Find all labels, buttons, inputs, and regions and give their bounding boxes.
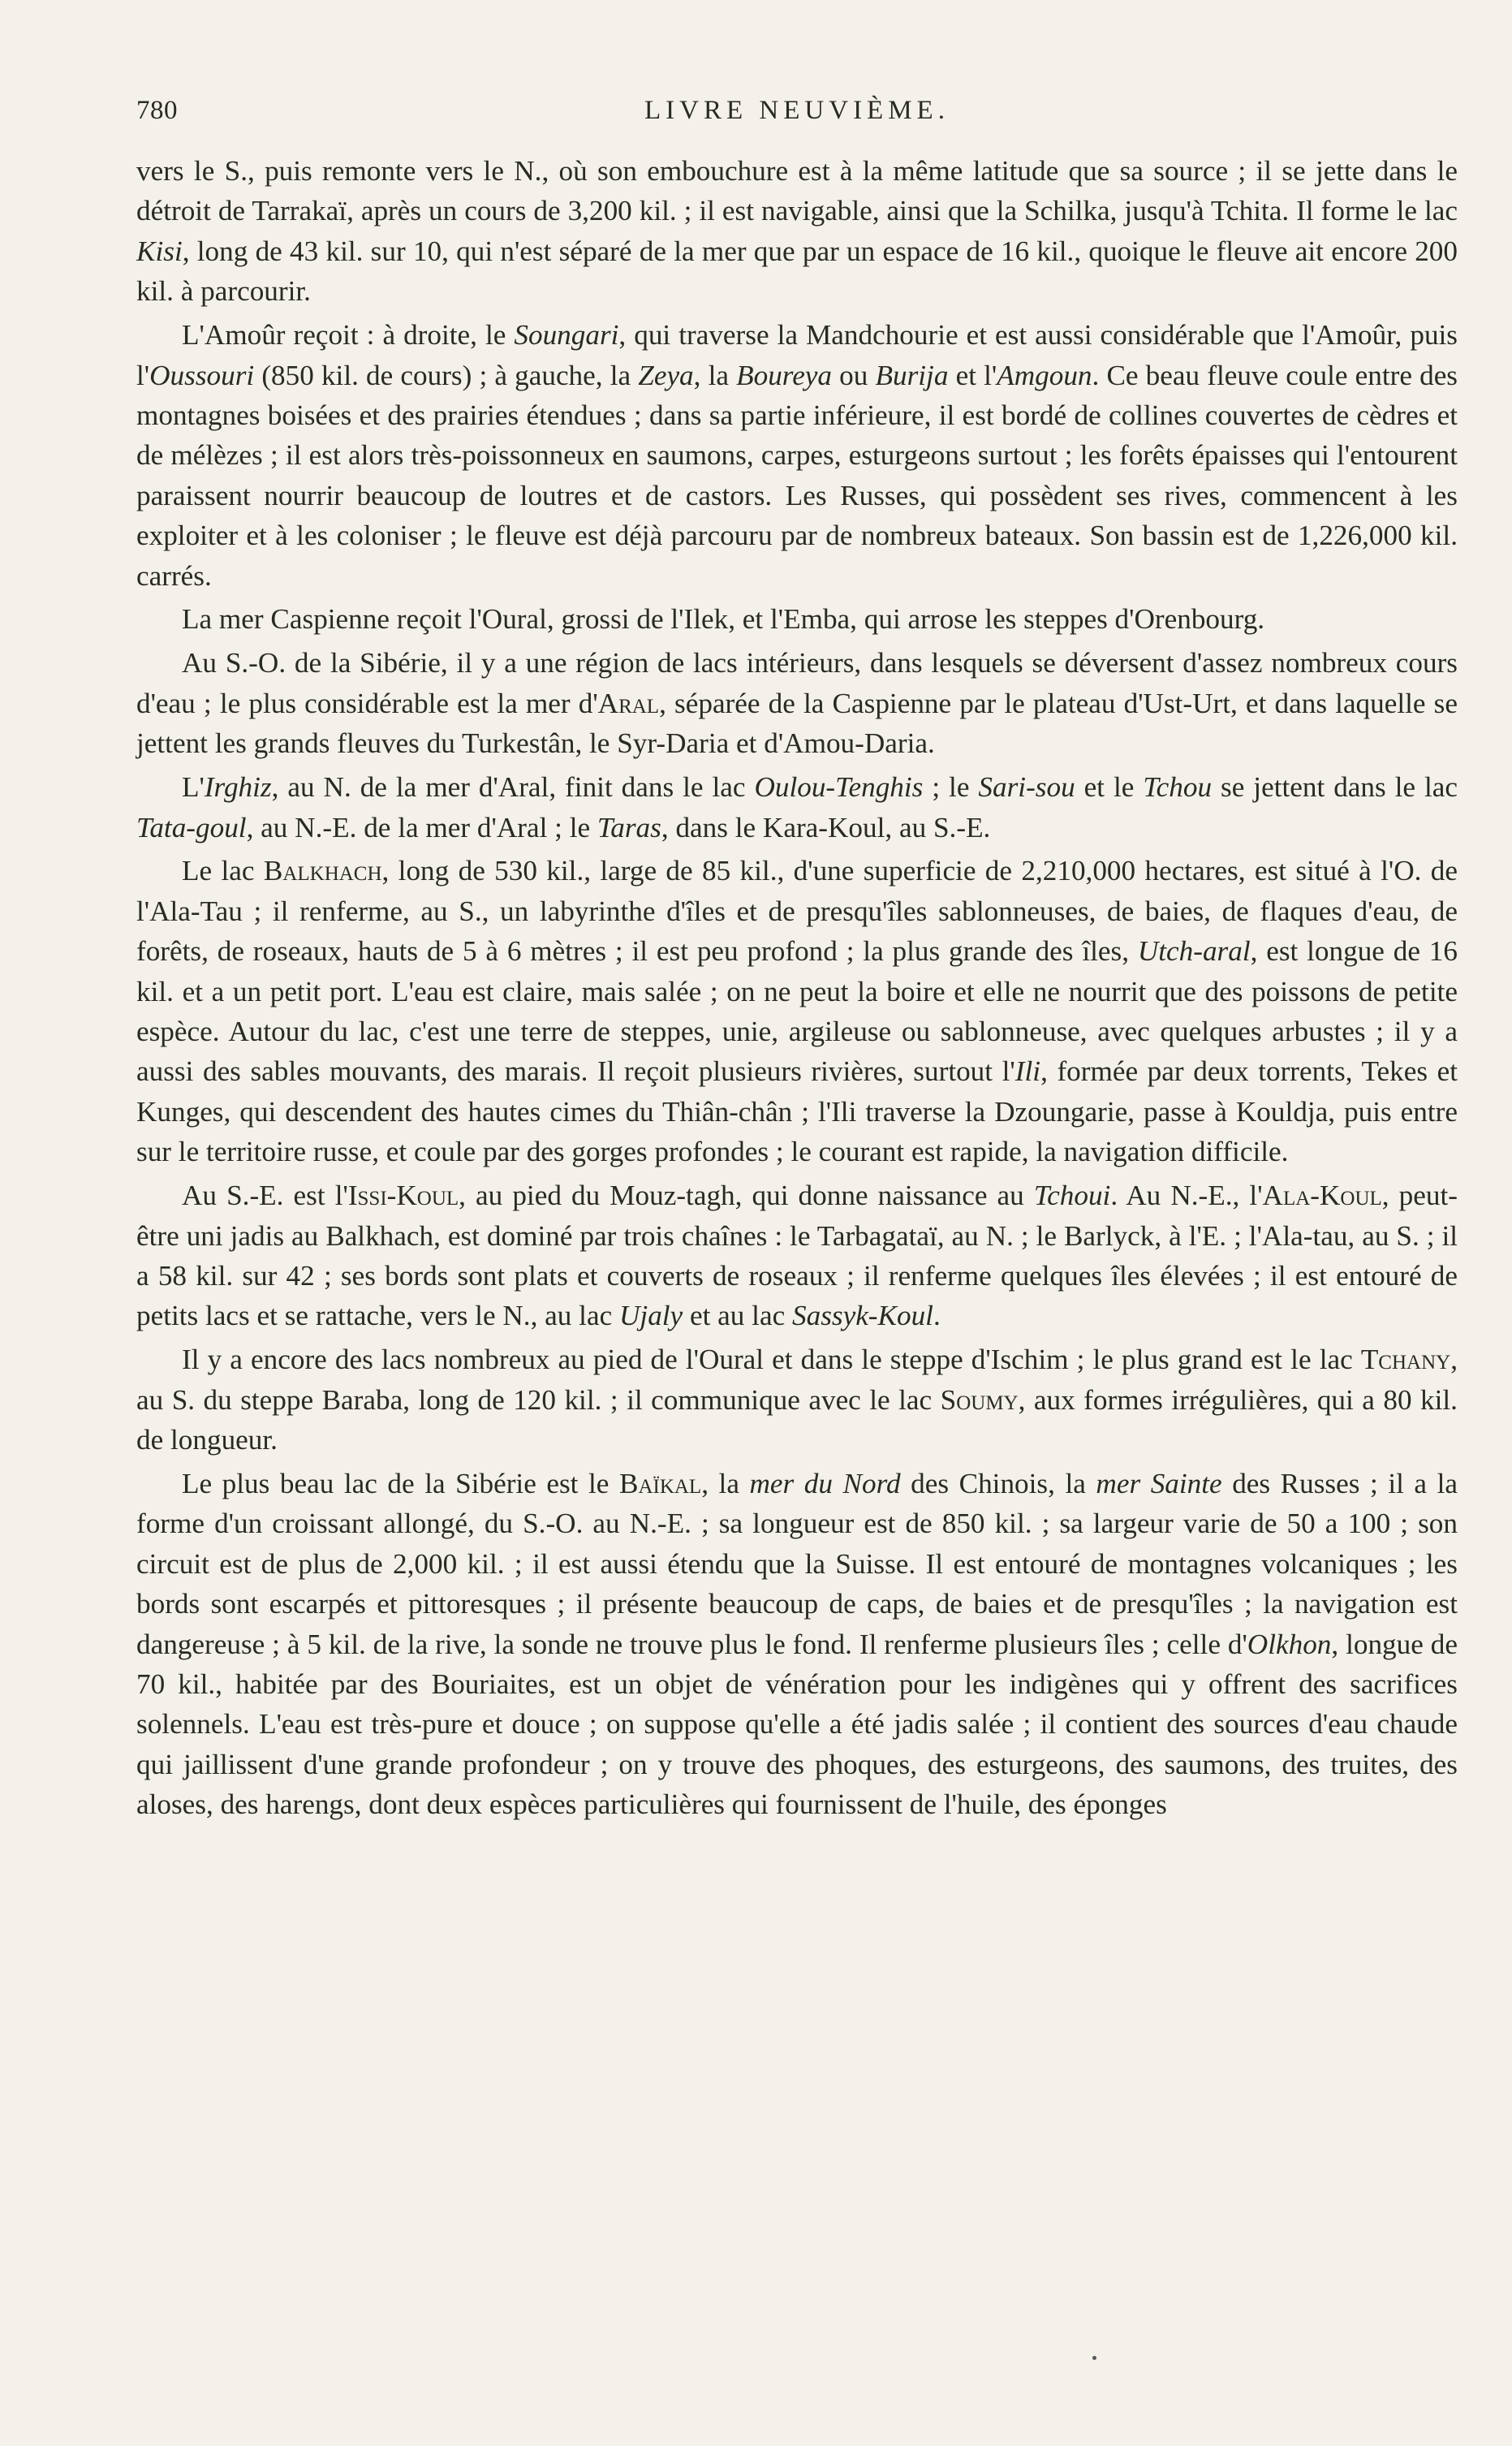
small-caps-term: Balkhach bbox=[263, 855, 382, 887]
text-run: , dans le Kara-Koul, au S.-E. bbox=[661, 811, 991, 843]
text-run: , la bbox=[701, 1468, 750, 1499]
italic-term: Taras bbox=[597, 811, 661, 843]
paragraph bbox=[136, 643, 1458, 763]
body-text bbox=[136, 151, 1458, 1825]
ink-speck bbox=[1092, 2356, 1096, 2360]
italic-term: Burija bbox=[875, 359, 949, 391]
text-run: , au N.-E. de la mer d'Aral ; le bbox=[246, 811, 597, 843]
text-run: des Chinois, la bbox=[900, 1468, 1096, 1499]
italic-term: Soungari bbox=[514, 319, 619, 352]
text-run: . Au N.-E., l' bbox=[1110, 1180, 1263, 1212]
paragraph bbox=[136, 315, 1458, 596]
small-caps-term: Baïkal bbox=[618, 1468, 702, 1499]
book-page bbox=[136, 96, 1458, 1828]
running-title: LIVRE NEUVIÈME. bbox=[644, 96, 950, 125]
italic-term: Boureya bbox=[736, 359, 833, 391]
text-run: se jettent dans le lac bbox=[1212, 771, 1458, 804]
text-run: ou bbox=[832, 359, 876, 391]
text-run: Il y a encore des lacs nombreux au pied de l'Oural et dans le steppe d'Ischim ; le plus grand est le lac bbox=[182, 1344, 1361, 1376]
text-run: ; le bbox=[923, 771, 979, 804]
italic-term: Kisi bbox=[136, 235, 183, 267]
text-run: et l' bbox=[948, 359, 997, 391]
text-run: L' bbox=[182, 771, 205, 804]
text-run: , formée par deux torrents, Tekes et Kunges, qui descendent des hautes cimes du Thiân-chân ; l'Ili traverse la Dzoungarie, passe à Kouldja, puis entre sur le territoire russe, et coule par des gorges profondes ; le courant est rapide, la navigation difficile. bbox=[136, 1055, 1458, 1168]
italic-term: Irghiz bbox=[204, 771, 272, 804]
text-run: . bbox=[933, 1300, 941, 1332]
text-run: , la bbox=[693, 359, 737, 391]
page-header bbox=[136, 96, 1458, 145]
italic-term: Ili bbox=[1014, 1055, 1041, 1088]
text-run: Le plus beau lac de la Sibérie est le bbox=[182, 1468, 619, 1499]
text-run: , au pied du Mouz-tagh, qui donne naissance au bbox=[459, 1180, 1034, 1212]
small-caps-term: Soumy bbox=[940, 1383, 1019, 1416]
italic-term: Tchoui bbox=[1033, 1180, 1111, 1212]
text-run: vers le S., puis remonte vers le N., où son embouchure est à la même latitude que sa source ; il se jette dans le détroit de Tarrakaï, après un cours de 3,200 kil. ; il est navigable, ainsi que la Schilka, jusqu'à Tchita. Il forme le lac bbox=[136, 155, 1458, 227]
text-run: des Russes ; il a la forme d'un croissant allongé, du S.-O. au N.-E. ; sa longueur est de 850 kil. ; sa largeur varie de 50 a 100 ; son circuit est de plus de 2,000 kil. ; il est aussi étendu que la Suisse. Il est entouré de montagnes volcaniques ; les bords sont escarpés et pittoresques ; il présente beaucoup de caps, de baies et de presqu'îles ; la navigation est dangereuse ; à 5 kil. de la rive, la sonde ne trouve plus le fond. Il renferme plusieurs îles ; celle d' bbox=[136, 1468, 1458, 1660]
text-run: , peut-être uni jadis au Balkhach, est dominé par trois chaînes : le Tarbagataï, au N. ; le Barlyck, à l'E. ; l'Ala-tau, au S. ; il a 58 kil. sur 42 ; ses bords sont plats et couverts de roseaux ; il renferme quelques îles élevées ; il est entouré de petits lacs et se rattache, vers le N., au lac bbox=[136, 1180, 1458, 1332]
small-caps-term: Aral bbox=[597, 687, 660, 719]
italic-term: Utch-aral bbox=[1137, 935, 1251, 968]
paragraph bbox=[136, 151, 1458, 312]
text-run: . Ce beau fleuve coule entre des montagnes boisées et des prairies étendues ; dans sa partie inférieure, il est bordé de collines couvertes de cèdres et de mélèzes ; il est alors très-poissonneux en saumons, carpes, esturgeons surtout ; les forêts épaisses qui l'entourent paraissent nourrir beaucoup de loutres et de castors. Les Russes, qui possèdent ses rives, commencent à les exploiter et à les coloniser ; le fleuve est déjà parcouru par de nombreux bateaux. Son bassin est de 1,226,000 kil. carrés. bbox=[136, 359, 1458, 592]
italic-term: Ujaly bbox=[619, 1300, 683, 1332]
text-run: , au S. du steppe Baraba, long de 120 kil. ; il communique avec le lac bbox=[136, 1344, 1458, 1416]
text-run: , au N. de la mer d'Aral, finit dans le lac bbox=[271, 771, 755, 804]
text-run: , séparée de la Caspienne par le plateau d'Ust-Urt, et dans laquelle se jettent les grands fleuves du Turkestân, le Syr-Daria et d'Amou-Daria. bbox=[136, 687, 1458, 760]
text-run: La mer Caspienne reçoit l'Oural, grossi de l'Ilek, et l'Emba, qui arrose les steppes d'Orenbourg. bbox=[182, 603, 1265, 636]
paragraph bbox=[136, 1176, 1458, 1336]
text-run: , aux formes irrégulières, qui a 80 kil. de longueur. bbox=[136, 1383, 1458, 1456]
paragraph bbox=[136, 1339, 1458, 1460]
page-number: 780 bbox=[136, 96, 178, 125]
text-run: , longue de 70 kil., habitée par des Bouriaites, est un objet de vénération pour les indigènes qui y offrent des sacrifices solennels. L'eau est très-pure et douce ; on suppose qu'elle a été jadis salée ; il contient des sources d'eau chaude qui jaillissent d'une grande profondeur ; on y trouve des phoques, des esturgeons, des saumons, des truites, des aloses, des harengs, dont deux espèces particulières qui fournissent de l'huile, des éponges bbox=[136, 1628, 1458, 1821]
italic-term: Amgoun bbox=[997, 359, 1092, 391]
text-run: Au S.-E. est l' bbox=[182, 1180, 348, 1212]
small-caps-term: Ala-Koul bbox=[1262, 1180, 1382, 1212]
text-run: , est longue de 16 kil. et a un petit port. L'eau est claire, mais salée ; on ne peut la boire et elle ne nourrit que des poissons de petite espèce. Autour du lac, c'est une terre de steppes, unie, argileuse ou sablonneuse, avec quelques arbustes ; il y a aussi des sables mouvants, des marais. Il reçoit plusieurs rivières, surtout l' bbox=[136, 935, 1458, 1088]
text-run: et le bbox=[1075, 771, 1144, 804]
text-run: (850 kil. de cours) ; à gauche, la bbox=[254, 359, 639, 391]
paragraph bbox=[136, 851, 1458, 1171]
text-run: Au S.-O. de la Sibérie, il y a une région de lacs intérieurs, dans lesquels se déversent d'assez nombreux cours d'eau ; le plus considérable est la mer d' bbox=[136, 647, 1458, 719]
paragraph bbox=[136, 599, 1458, 639]
italic-term: mer Sainte bbox=[1096, 1468, 1222, 1499]
small-caps-term: Tchany bbox=[1360, 1344, 1451, 1376]
paragraph bbox=[136, 767, 1458, 848]
paragraph bbox=[136, 1464, 1458, 1825]
italic-term: Oussouri bbox=[149, 359, 255, 391]
italic-term: Tchou bbox=[1143, 771, 1213, 804]
text-run: et au lac bbox=[683, 1300, 792, 1332]
text-run: L'Amoûr reçoit : à droite, le bbox=[182, 319, 515, 352]
italic-term: Sassyk-Koul bbox=[792, 1300, 933, 1332]
text-run: Le lac bbox=[182, 855, 264, 887]
italic-term: Zeya bbox=[638, 359, 694, 391]
text-run: , long de 43 kil. sur 10, qui n'est séparé de la mer que par un espace de 16 kil., quoique le fleuve ait encore 200 kil. à parcourir. bbox=[136, 235, 1458, 308]
italic-term: Olkhon bbox=[1247, 1628, 1332, 1660]
text-run: , long de 530 kil., large de 85 kil., d'une superficie de 2,210,000 hectares, est situé à l'O. de l'Ala-Tau ; il renferme, au S., un labyrinthe d'îles et de presqu'îles sablonneuses, de baies, de flaques d'eau, de forêts, de roseaux, hauts de 5 à 6 mètres ; il est peu profond ; la plus grande des îles, bbox=[136, 855, 1458, 968]
italic-term: Oulou-Tenghis bbox=[754, 771, 924, 804]
italic-term: mer du Nord bbox=[749, 1468, 901, 1499]
italic-term: Sari-sou bbox=[978, 771, 1075, 804]
italic-term: Tata-goul bbox=[136, 811, 247, 843]
small-caps-term: Issi-Koul bbox=[347, 1180, 459, 1212]
text-run: , qui traverse la Mandchourie et est aussi considérable que l'Amoûr, puis l' bbox=[136, 319, 1458, 391]
